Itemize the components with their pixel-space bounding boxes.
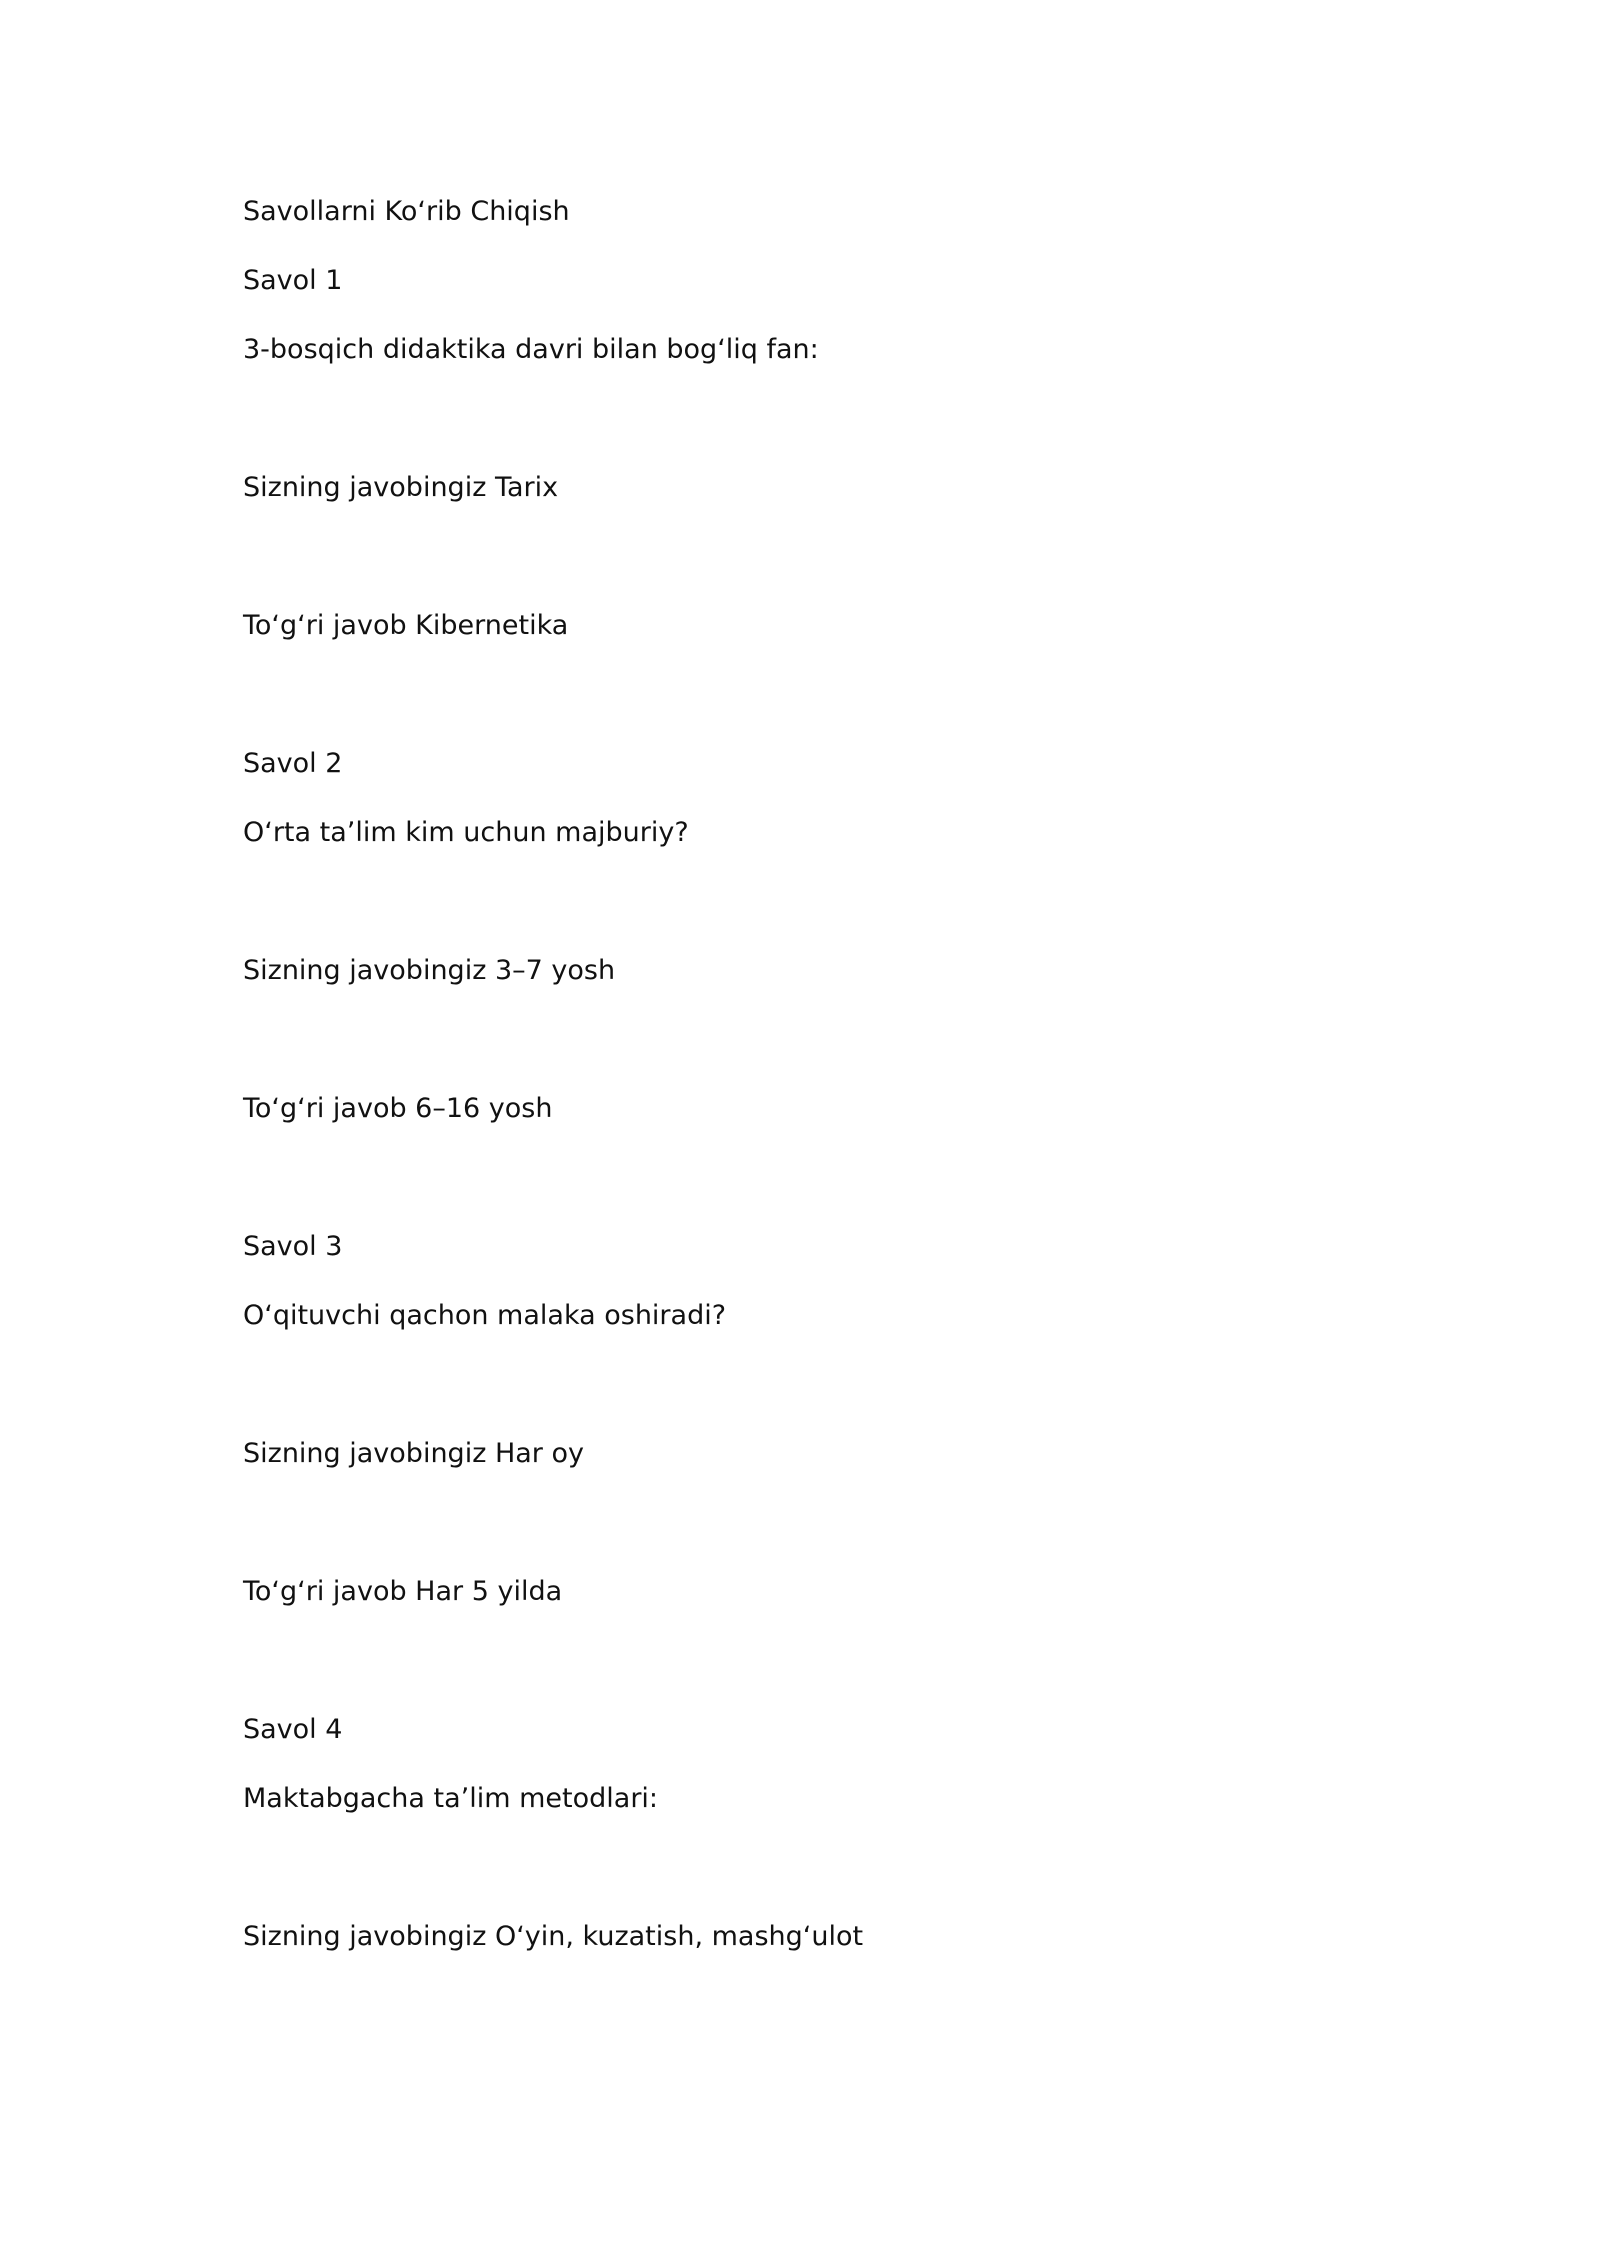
question-1-text: 3-bosqich didaktika davri bilan bogʻliq fan: xyxy=(243,334,819,365)
question-3-correct-answer: Toʻgʻri javob Har 5 yilda xyxy=(243,1576,563,1607)
question-1-label: Savol 1 xyxy=(243,265,343,296)
question-1-your-answer: Sizning javobingiz Tarix xyxy=(243,472,559,503)
document-title: Savollarni Koʻrib Chiqish xyxy=(243,196,570,227)
question-4-text: Maktabgacha taʼlim metodlari: xyxy=(243,1783,659,1814)
question-3-your-answer: Sizning javobingiz Har oy xyxy=(243,1438,584,1469)
question-2-your-answer: Sizning javobingiz 3–7 yosh xyxy=(243,955,616,986)
question-2-label: Savol 2 xyxy=(243,748,343,779)
question-2-correct-answer: Toʻgʻri javob 6–16 yosh xyxy=(243,1093,553,1124)
question-2-text: Oʻrta taʼlim kim uchun majburiy? xyxy=(243,817,689,848)
question-1-correct-answer: Toʻgʻri javob Kibernetika xyxy=(243,610,569,641)
question-3-text: Oʻqituvchi qachon malaka oshiradi? xyxy=(243,1300,727,1331)
question-4-your-answer: Sizning javobingiz Oʻyin, kuzatish, mashgʻulot xyxy=(243,1921,864,1952)
question-3-label: Savol 3 xyxy=(243,1231,343,1262)
question-4-label: Savol 4 xyxy=(243,1714,343,1745)
